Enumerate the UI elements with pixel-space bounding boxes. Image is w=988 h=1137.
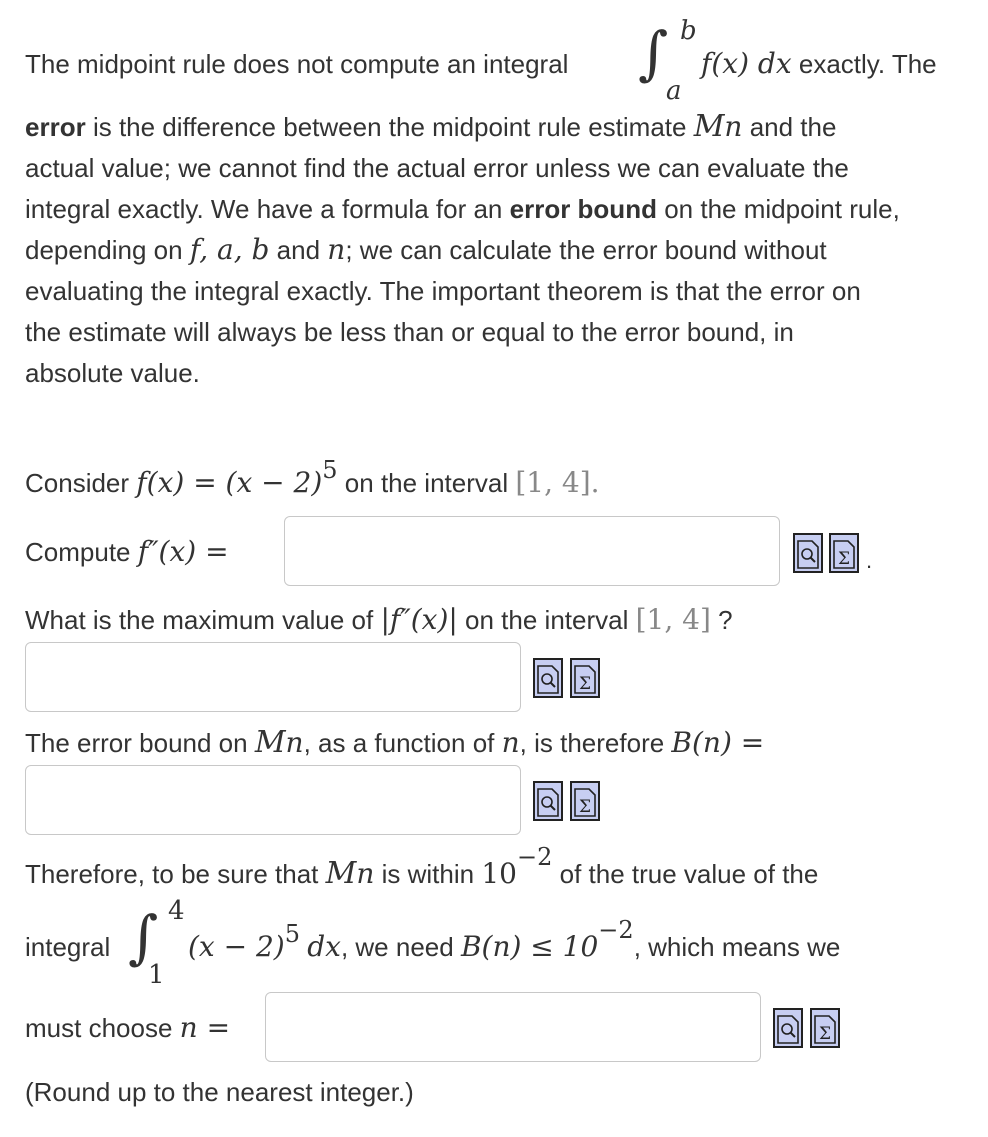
intro-text: and	[276, 235, 321, 265]
preview-icon[interactable]	[793, 533, 823, 573]
interval-value: [1, 4].	[515, 466, 600, 499]
error-bound-term: error bound	[509, 194, 657, 224]
interval-label: on the interval	[465, 605, 629, 635]
integral-upper-limit: 4	[168, 896, 185, 926]
integral-lower-limit: 1	[148, 960, 165, 990]
abs-second-derivative: |f″(x)|	[380, 603, 458, 636]
round-note-text: (Round up to the nearest integer.)	[25, 1077, 414, 1107]
therefore-label: Therefore, to be sure that	[25, 859, 319, 889]
equation-editor-icon[interactable]	[829, 533, 859, 573]
intro-text: evaluating the integral exactly. The important theorem is that the error on	[25, 276, 861, 306]
error-bound-label: , is therefore	[519, 728, 665, 758]
intro-line-1b	[701, 47, 937, 81]
intro-text: the estimate will always be less than or equal to the error bound, in	[25, 317, 794, 347]
equation-editor-icon[interactable]	[570, 781, 600, 821]
max-value-line	[25, 603, 733, 637]
svg-text:Σ: Σ	[819, 1024, 832, 1044]
compute-line	[25, 535, 229, 569]
integrand-exponent: 5	[284, 920, 300, 948]
choose-label: must choose	[25, 1013, 173, 1043]
intro-text: integral exactly. We have a formula for an	[25, 194, 503, 224]
equation-editor-icon[interactable]	[810, 1008, 840, 1048]
intro-line-1	[25, 47, 568, 81]
consider-label: Consider	[25, 468, 130, 498]
intro-text: and the	[749, 112, 837, 142]
intro-text: exactly. The	[798, 49, 937, 79]
svg-text:Σ: Σ	[838, 549, 851, 569]
intro-line-8	[25, 356, 200, 390]
error-bound-line	[25, 726, 764, 760]
mn-symbol: M	[254, 725, 286, 760]
therefore-label: of the true value of the	[559, 859, 819, 889]
intro-text: absolute value.	[25, 358, 200, 388]
integrand: f(x) dx	[701, 47, 792, 80]
interval-label: on the interval	[344, 468, 509, 498]
var-n: n	[327, 233, 346, 266]
trailing-period: .	[866, 548, 873, 573]
intro-text: is the difference between the midpoint rule estimate	[92, 112, 687, 142]
var-n: n	[501, 726, 520, 759]
error-term: error	[25, 112, 86, 142]
function-expression: f(x) = (x − 2)	[136, 466, 323, 499]
intro-line-2	[25, 110, 836, 144]
consider-line	[25, 456, 600, 501]
dx: dx	[307, 930, 341, 963]
mn-subscript: n	[724, 110, 743, 143]
intro-text: ; we can calculate the error bound without	[345, 235, 827, 265]
bn-inequality: B(n) ≤ 10	[460, 930, 599, 963]
equation-editor-icon[interactable]	[570, 658, 600, 698]
integral-upper-limit: b	[680, 16, 697, 46]
ten-base: 10	[481, 857, 517, 890]
n-input[interactable]	[265, 992, 761, 1062]
compute-label: Compute	[25, 537, 131, 567]
intro-text: on the midpoint rule,	[664, 194, 900, 224]
intro-text: The midpoint rule does not compute an integral	[25, 49, 569, 79]
integrand: (x − 2)	[188, 930, 285, 963]
bn-exponent: −2	[598, 916, 634, 944]
mn-symbol: M	[693, 109, 725, 144]
preview-icon[interactable]	[773, 1008, 803, 1048]
mn-subscript: n	[356, 857, 375, 890]
intro-line-4	[25, 192, 900, 226]
svg-text:Σ: Σ	[579, 797, 592, 817]
max-value-input[interactable]	[25, 642, 521, 712]
intro-text: depending on	[25, 235, 183, 265]
intro-line-6	[25, 274, 861, 308]
intro-text: actual value; we cannot find the actual error unless we can evaluate the	[25, 153, 849, 183]
integral-lower-limit: a	[666, 76, 682, 106]
error-bound-label: The error bound on	[25, 728, 248, 758]
tolerance-exponent: −2	[516, 843, 553, 871]
error-bound-input[interactable]	[25, 765, 521, 835]
mn-symbol: M	[325, 856, 357, 891]
integral-sign: ∫	[638, 19, 669, 87]
therefore-label: is within	[381, 859, 475, 889]
integral-label: , we need	[340, 932, 454, 962]
round-note	[25, 1075, 414, 1109]
intro-line-3	[25, 151, 849, 185]
intro-line-5	[25, 233, 827, 267]
integral-label: , which means we	[633, 932, 841, 962]
function-exponent: 5	[322, 456, 338, 484]
max-value-label: What is the maximum value of	[25, 605, 374, 635]
interval-value: [1, 4]	[635, 603, 711, 636]
integral-label: integral	[25, 932, 111, 962]
error-bound-label: , as a function of	[303, 728, 495, 758]
preview-icon[interactable]	[533, 781, 563, 821]
question-mark: ?	[718, 605, 733, 635]
svg-text:Σ: Σ	[579, 674, 592, 694]
integral-line	[25, 930, 110, 964]
variables: f, a, b	[189, 233, 270, 266]
therefore-line	[25, 843, 819, 892]
integral-sign: ∫	[128, 903, 159, 971]
preview-icon[interactable]	[533, 658, 563, 698]
bn-label: B(n) =	[671, 726, 765, 759]
intro-line-7	[25, 315, 794, 349]
n-equals: n =	[179, 1011, 231, 1044]
mn-subscript: n	[285, 726, 304, 759]
choose-n-line	[25, 1011, 230, 1045]
integral-line-b	[188, 916, 841, 965]
second-derivative-input[interactable]	[284, 516, 780, 586]
second-derivative-label: f″(x) =	[137, 535, 229, 568]
